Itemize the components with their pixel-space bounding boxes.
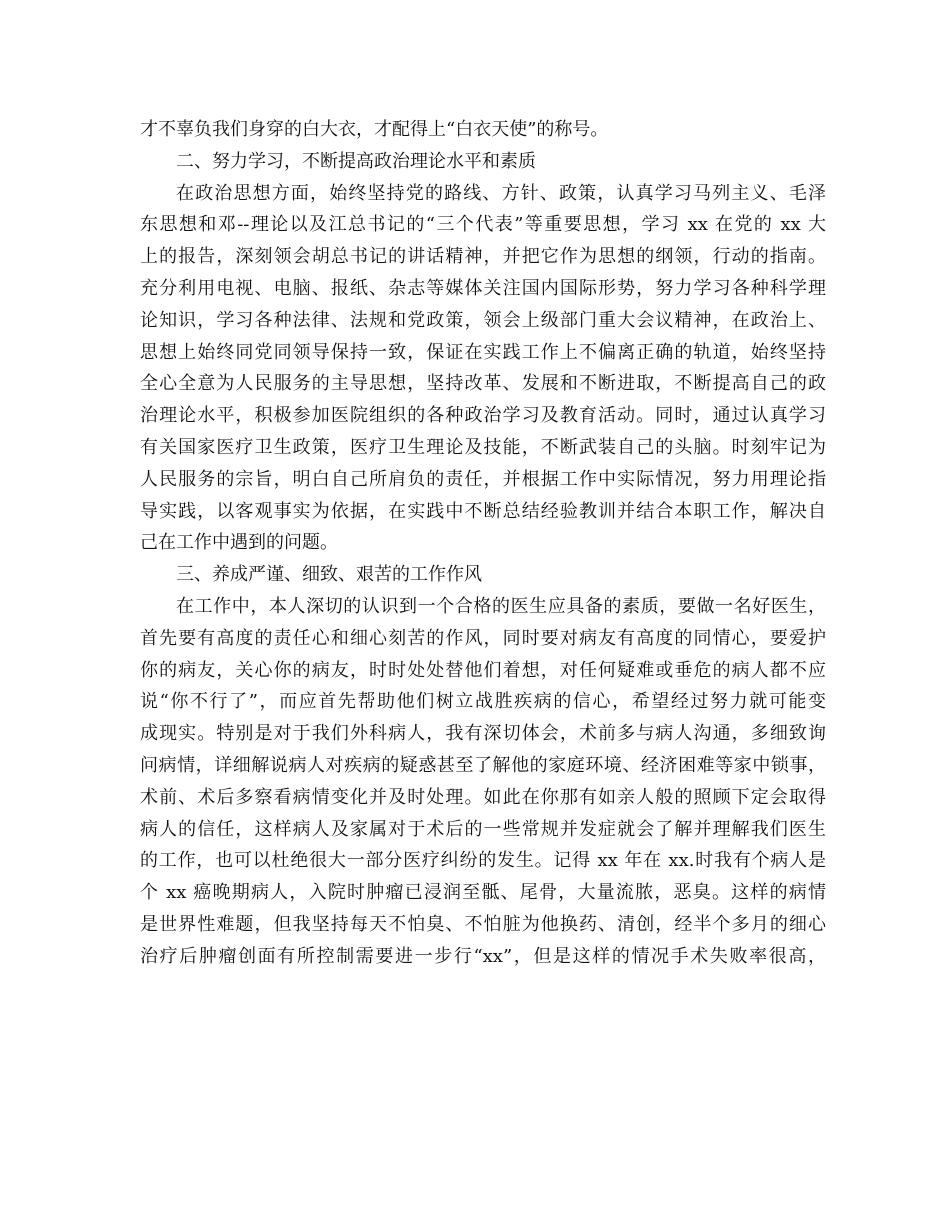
text-line: 才不辜负我们身穿的白大衣，才配得上“白衣天使”的称号。 <box>140 119 609 140</box>
text-line: 首先要有高度的责任心和细心刻苦的作风，同时要对病友有高度的同情心，要爱护 <box>140 627 826 649</box>
text-line: 有关国家医疗卫生政策，医疗卫生理论及技能，不断武装自己的头脑。时刻牢记为 <box>140 436 826 458</box>
text-line: 成现实。特别是对于我们外科病人，我有深切体会，术前多与病人沟通，多细致询 <box>140 723 826 745</box>
text-line: 治疗后肿瘤创面有所控制需要进一步行“xx”，但是这样的情况手术失败率很高， <box>140 945 826 967</box>
text-line: 问病情，详细解说病人对疾病的疑惑甚至了解他的家庭环境、经济困难等家中锁事， <box>140 754 826 776</box>
text-line: 个 xx 癌晚期病人，入院时肿瘤已浸润至骶、尾骨，大量流脓，恶臭。这样的病情 <box>140 882 826 904</box>
text-line: 充分利用电视、电脑、报纸、杂志等媒体关注国内国际形势，努力学习各种科学理 <box>140 277 826 299</box>
text-line: 在政治思想方面，始终坚持党的路线、方针、政策，认真学习马列主义、毛泽 <box>176 182 826 204</box>
text-line: 术前、术后多察看病情变化并及时处理。如此在你那有如亲人般的照顾下定会取得 <box>140 786 826 808</box>
document-body <box>140 114 826 973</box>
text-line: 在工作中，本人深切的认识到一个合格的医生应具备的素质，要做一名好医生， <box>176 595 826 617</box>
section-heading-3: 三、养成严谨、细致、艰苦的工作作风 <box>176 564 482 586</box>
text-line: 导实践，以客观事实为依据，在实践中不断总结经验教训并结合本职工作，解决自 <box>140 500 826 522</box>
text-line: 上的报告，深刻领会胡总书记的讲话精神，并把它作为思想的纲领，行动的指南。 <box>140 246 826 268</box>
text-line: 东思想和邓--理论以及江总书记的“三个代表”等重要思想，学习 xx 在党的 xx 大 <box>140 214 826 236</box>
text-line: 你的病友，关心你的病友，时时处处替他们着想，对任何疑难或垂危的病人都不应 <box>140 659 826 681</box>
text-line: 治理论水平，积极参加医院组织的各种政治学习及教育活动。同时，通过认真学习 <box>140 405 826 427</box>
text-line: 思想上始终同党同领导保持一致，保证在实践工作上不偏离正确的轨道，始终坚持 <box>140 341 826 363</box>
text-line: 全心全意为人民服务的主导思想，坚持改革、发展和不断进取，不断提高自己的政 <box>140 373 826 395</box>
text-line: 说“你不行了”，而应首先帮助他们树立战胜疾病的信心，希望经过努力就可能变 <box>140 691 826 713</box>
text-line: 人民服务的宗旨，明白自己所肩负的责任，并根据工作中实际情况，努力用理论指 <box>140 468 826 490</box>
text-line: 论知识，学习各种法律、法规和党政策，领会上级部门重大会议精神，在政治上、 <box>140 309 826 331</box>
text-line: 是世界性难题，但我坚持每天不怕臭、不怕脏为他换药、清创，经半个多月的细心 <box>140 913 826 935</box>
text-line: 己在工作中遇到的问题。 <box>140 532 338 554</box>
section-heading-2: 二、努力学习，不断提高政治理论水平和素质 <box>176 150 536 172</box>
text-line: 的工作，也可以杜绝很大一部分医疗纠纷的发生。记得 xx 年在 xx.时我有个病人是 <box>140 850 826 872</box>
text-line: 病人的信任，这样病人及家属对于术后的一些常规并发症就会了解并理解我们医生 <box>140 818 826 840</box>
